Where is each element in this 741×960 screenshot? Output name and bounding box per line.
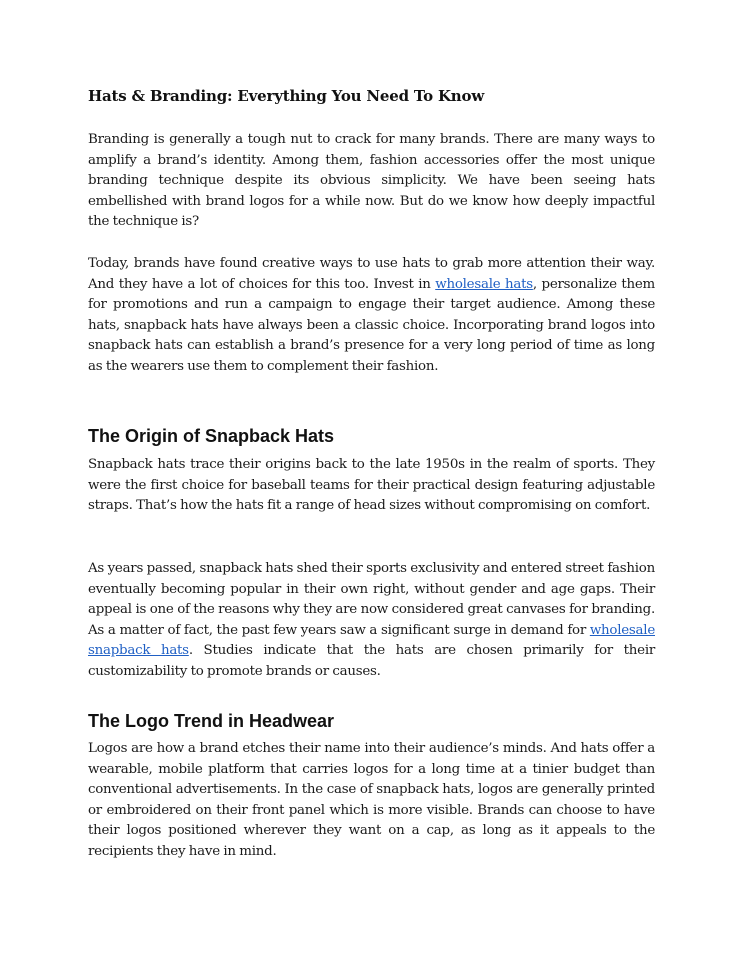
- intro-paragraph: Branding is generally a tough nut to crack for many brands. There are many ways to amplify a brand’s identity. Among them, fashion accessories offer the most unique branding technique despite its obvious simplicity. We have been seeing hats embellished with brand logos for a while now. But do we know how deeply impactful the technique is?: [88, 132, 655, 230]
- paragraph-wholesale-snapback-hats: [88, 559, 655, 683]
- document-title: Hats & Branding: Everything You Need To Know: [88, 87, 485, 105]
- paragraph-text: . Studies indicate that the hats are chosen primarily for their customizability to promote brands or causes.: [88, 643, 655, 679]
- wholesale-snapback-hats-link[interactable]: wholesale snapback hats: [88, 622, 655, 659]
- wholesale-hats-link[interactable]: wholesale hats: [435, 276, 533, 292]
- heading-origin-of-snapback-hats: The Origin of Snapback Hats: [88, 426, 335, 446]
- paragraph-wholesale-hats: [88, 254, 655, 378]
- heading-logo-trend-in-headwear: The Logo Trend in Headwear: [88, 711, 335, 731]
- origin-paragraph: Snapback hats trace their origins back to the late 1950s in the realm of sports. They were the first choice for baseball teams for their practical design featuring adjustable straps. That’s how the hats fit a range of head sizes without compromising on comfort.: [88, 457, 655, 514]
- paragraph-text: As years passed, snapback hats shed their sports exclusivity and entered street fashion eventually becoming popular in their own right, without gender and age gaps. Their appeal is one of the reasons why they are now considered great canvases for branding. As a matter of fact, the past few years saw a significant surge in demand for: [88, 561, 655, 638]
- logo-trend-paragraph: Logos are how a brand etches their name into their audience’s minds. And hats offer a wearable, mobile platform that carries logos for a long time at a tinier budget than conventional advertisements. In the case of snapback hats, logos are generally printed or embroidered on their front panel which is more visible. Brands can choose to have their logos positioned wherever they want on a cap, as long as it appeals to the recipients they have in mind.: [88, 741, 655, 859]
- paragraph-text: , personalize them for promotions and run a campaign to engage their target audience. Among these hats, snapback hats have always been a classic choice. Incorporating brand logos into snapback hats can establish a brand’s presence for a very long period of time as long as the wearers use them to complement their fashion.: [88, 276, 655, 374]
- paragraph-text: Today, brands have found creative ways to use hats to grab more attention their way. And they have a lot of choices for this too. Invest in: [88, 256, 655, 292]
